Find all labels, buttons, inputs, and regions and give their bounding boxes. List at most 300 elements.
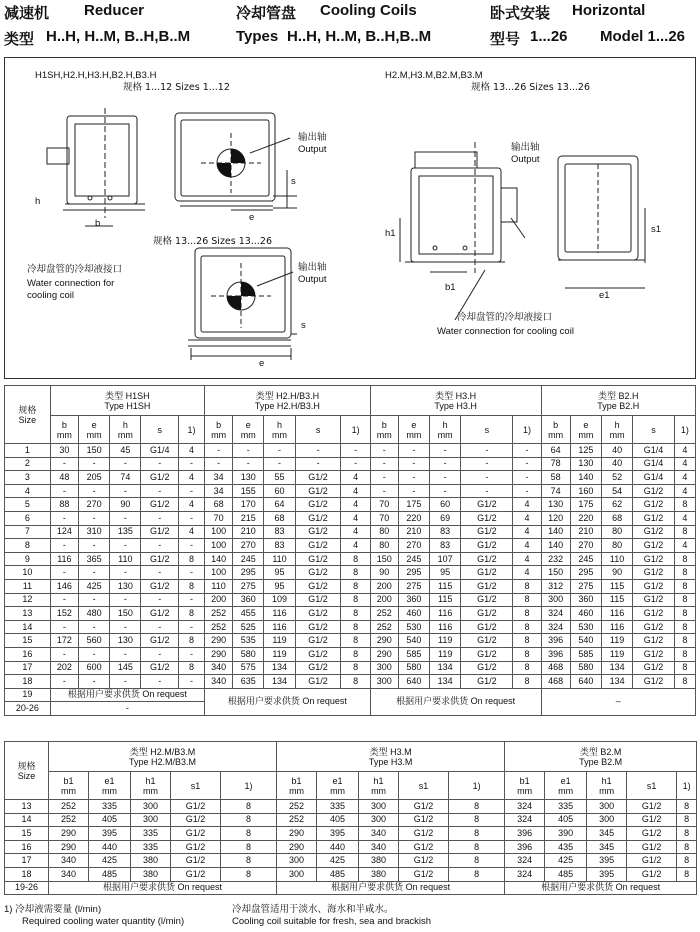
table-cell: - xyxy=(370,471,398,485)
size-cell: 8 xyxy=(5,539,51,553)
table-cell: 8 xyxy=(677,827,697,841)
dim-h1-label: h1 xyxy=(385,228,396,239)
left-sizes2-label: 规格 13...26 Sizes 13...26 xyxy=(153,236,272,247)
table-cell: 4 xyxy=(513,525,541,539)
col-header-h xyxy=(264,416,295,444)
table-cell: 140 xyxy=(541,539,570,553)
table-cell: - xyxy=(513,457,541,471)
table-cell: - xyxy=(141,620,179,634)
size-cell: 5 xyxy=(5,498,51,512)
table-cell: G1/4 xyxy=(633,444,675,458)
size-header-cn: 规格 xyxy=(18,404,37,415)
table-cell: 74 xyxy=(541,484,570,498)
table-cell: 175 xyxy=(570,498,601,512)
table-cell: 52 xyxy=(601,471,632,485)
table-cell: 300 xyxy=(277,854,317,868)
right-output-cn: 输出轴 xyxy=(511,142,540,153)
col-header-unit: mm xyxy=(376,429,392,440)
table-cell: - xyxy=(205,444,233,458)
col-header-label: h xyxy=(277,419,283,430)
drawing-panel xyxy=(4,57,696,379)
table-cell: 107 xyxy=(430,552,461,566)
size-header-2 xyxy=(5,742,49,800)
table-cell: 360 xyxy=(233,593,264,607)
table-cell: 80 xyxy=(601,539,632,553)
col-header-label: s xyxy=(651,424,656,435)
table-cell: 64 xyxy=(541,444,570,458)
table-cell: - xyxy=(370,444,398,458)
header-types-right: H..H, H..M, B..H,B..M xyxy=(287,28,432,45)
group-b2m-cn: 类型 B2.M xyxy=(579,746,622,757)
col-header-unit: mm xyxy=(240,429,256,440)
size-cell: 14 xyxy=(5,620,51,634)
table-cell: 8 xyxy=(513,620,541,634)
table-cell: 140 xyxy=(541,525,570,539)
col-header-e xyxy=(233,416,264,444)
table-cell: 90 xyxy=(110,498,141,512)
table-cell: - xyxy=(178,647,204,661)
table-cell: 525 xyxy=(233,620,264,634)
table-cell: G1/2 xyxy=(141,471,179,485)
table-cell: G1/2 xyxy=(141,634,179,648)
table-cell: 290 xyxy=(370,647,398,661)
col-header-1 xyxy=(513,416,541,444)
table-cell: 4 xyxy=(674,511,695,525)
table-cell: 300 xyxy=(359,813,399,827)
table-cell: - xyxy=(110,566,141,580)
table-cell: 134 xyxy=(264,661,295,675)
col-header-unit: mm xyxy=(517,785,533,796)
table-cell: 4 xyxy=(341,498,370,512)
size-cell: 10 xyxy=(5,566,51,580)
col-header-e1 xyxy=(89,772,131,800)
table-row xyxy=(5,634,696,648)
table-cell: 4 xyxy=(178,498,204,512)
table-cell: 8 xyxy=(341,593,370,607)
table-cell: G1/2 xyxy=(627,813,677,827)
table-cell: 130 xyxy=(541,498,570,512)
on-request-cell: 根据用户要求供货 On request xyxy=(505,881,697,895)
table-cell: 210 xyxy=(570,525,601,539)
col-header-1 xyxy=(221,772,277,800)
table-cell: 116 xyxy=(264,620,295,634)
table-cell: 530 xyxy=(570,620,601,634)
size-cell: 7 xyxy=(5,525,51,539)
table-cell: 380 xyxy=(131,854,171,868)
table-cell: 360 xyxy=(570,593,601,607)
table-cell: G1/2 xyxy=(633,675,675,689)
table-cell: G1/2 xyxy=(633,511,675,525)
table-cell: - xyxy=(141,675,179,689)
table-cell: 365 xyxy=(78,552,109,566)
table-cell: G1/4 xyxy=(633,471,675,485)
col-header-label: h1 xyxy=(601,775,612,786)
table-row xyxy=(5,525,696,539)
table-cell: 4 xyxy=(674,457,695,471)
table-cell: 252 xyxy=(205,607,233,621)
table-row xyxy=(5,566,696,580)
table-cell: 232 xyxy=(541,552,570,566)
table-cell: 110 xyxy=(205,579,233,593)
col-header-h xyxy=(601,416,632,444)
table-cell: - xyxy=(141,539,179,553)
col-header-s xyxy=(295,416,341,444)
table-cell: 200 xyxy=(370,579,398,593)
table-cell: - xyxy=(141,484,179,498)
table-cell: 8 xyxy=(178,661,204,675)
table-cell: 270 xyxy=(570,539,601,553)
table-cell: - xyxy=(50,620,78,634)
col-header-e1 xyxy=(545,772,587,800)
table-cell: 116 xyxy=(430,607,461,621)
table-cell: 4 xyxy=(674,484,695,498)
table-cell: 83 xyxy=(430,525,461,539)
table-cell: 345 xyxy=(587,827,627,841)
table-cell: 345 xyxy=(587,840,627,854)
size-cell: 2 xyxy=(5,457,51,471)
col-header-unit: mm xyxy=(56,429,72,440)
table-cell: 275 xyxy=(233,579,264,593)
size-cell: 15 xyxy=(5,827,49,841)
table-cell: 220 xyxy=(570,511,601,525)
table-cell: G1/2 xyxy=(461,607,513,621)
table-cell: 600 xyxy=(78,661,109,675)
table-cell: - xyxy=(341,457,370,471)
table-cell: - xyxy=(110,457,141,471)
table-row xyxy=(5,840,697,854)
table-cell: 119 xyxy=(601,647,632,661)
group-b2m-en: Type B2.M xyxy=(579,756,623,767)
table-cell: 8 xyxy=(178,607,204,621)
col-header-s xyxy=(141,416,179,444)
table-cell: 8 xyxy=(674,593,695,607)
table-cell: 8 xyxy=(677,867,697,881)
table-cell: 300 xyxy=(370,675,398,689)
size-cell: 15 xyxy=(5,634,51,648)
table-cell: 535 xyxy=(233,634,264,648)
table-cell: - xyxy=(178,620,204,634)
table-cell: 8 xyxy=(449,854,505,868)
table-cell: 68 xyxy=(205,498,233,512)
header-en-cooling: Cooling Coils xyxy=(320,2,417,19)
table-cell: 324 xyxy=(505,867,545,881)
table-cell: 140 xyxy=(570,471,601,485)
col-header-b xyxy=(370,416,398,444)
table-cell: 290 xyxy=(49,840,89,854)
table-cell: 8 xyxy=(674,607,695,621)
water-label-en-2: cooling coil xyxy=(27,290,74,301)
table-cell: 405 xyxy=(89,813,131,827)
table-cell: 270 xyxy=(78,498,109,512)
table-cell: 335 xyxy=(131,840,171,854)
table-cell: G1/2 xyxy=(295,620,341,634)
table-cell: 380 xyxy=(359,867,399,881)
page-header xyxy=(0,0,700,55)
table-cell: 205 xyxy=(78,471,109,485)
table-cell: 8 xyxy=(677,854,697,868)
table-cell: 8 xyxy=(677,800,697,814)
table-cell: 380 xyxy=(131,867,171,881)
table-cell: 90 xyxy=(601,566,632,580)
table-cell: 468 xyxy=(541,661,570,675)
on-request-cell: 根据用户要求供货 On request xyxy=(50,688,204,702)
table-cell: G1/2 xyxy=(295,566,341,580)
size-header-2-en: Size xyxy=(17,770,36,781)
table-cell: G1/2 xyxy=(633,593,675,607)
table-row xyxy=(5,661,696,675)
col-header-label: b1 xyxy=(291,775,302,786)
table-cell: 300 xyxy=(587,813,627,827)
col-header-b xyxy=(205,416,233,444)
table-cell: 95 xyxy=(430,566,461,580)
table-cell: G1/2 xyxy=(171,867,221,881)
col-header-b1 xyxy=(505,772,545,800)
table-cell: 252 xyxy=(205,620,233,634)
table-cell: 145 xyxy=(110,661,141,675)
table-cell: 425 xyxy=(78,579,109,593)
col-header-label: e1 xyxy=(104,775,115,786)
table-cell: - xyxy=(461,471,513,485)
table-cell: 635 xyxy=(233,675,264,689)
col-header-label: e xyxy=(411,419,417,430)
table-cell: 8 xyxy=(674,579,695,593)
table-cell: - xyxy=(141,593,179,607)
table-cell: - xyxy=(78,566,109,580)
table-cell: 312 xyxy=(541,579,570,593)
table-cell: 360 xyxy=(398,593,429,607)
col-header-label: 1) xyxy=(187,424,196,435)
table-cell: 68 xyxy=(601,511,632,525)
table-cell: - xyxy=(78,647,109,661)
table-cell: 4 xyxy=(341,525,370,539)
col-header-s1 xyxy=(627,772,677,800)
table-cell: - xyxy=(110,675,141,689)
table-cell: - xyxy=(430,457,461,471)
table-row xyxy=(5,854,697,868)
table-cell: - xyxy=(178,457,204,471)
table-cell: 390 xyxy=(545,827,587,841)
table-cell: 275 xyxy=(398,579,429,593)
table-cell: 8 xyxy=(513,579,541,593)
table-cell: 80 xyxy=(370,525,398,539)
table-cell: 146 xyxy=(50,579,78,593)
group-h1sh-cn: 类型 H1SH xyxy=(105,390,150,401)
table-cell: 202 xyxy=(50,661,78,675)
table-cell: 8 xyxy=(513,634,541,648)
table-cell: 4 xyxy=(513,539,541,553)
table-cell: G1/2 xyxy=(633,634,675,648)
table-cell: 245 xyxy=(233,552,264,566)
table-cell: G1/2 xyxy=(295,552,341,566)
table-cell: G1/2 xyxy=(633,647,675,661)
header-model-range: 1...26 xyxy=(530,28,568,45)
table-cell: 8 xyxy=(221,840,277,854)
table-cell: 324 xyxy=(541,607,570,621)
table-cell: - xyxy=(141,647,179,661)
group-h2h-cn: 类型 H2.H/B3.H xyxy=(255,390,320,401)
table-cell: G1/2 xyxy=(633,661,675,675)
col-header-label: e1 xyxy=(332,775,343,786)
col-header-1 xyxy=(178,416,204,444)
col-header-unit: mm xyxy=(117,429,133,440)
table-cell: 530 xyxy=(398,620,429,634)
col-header-label: e1 xyxy=(560,775,571,786)
table-row xyxy=(5,881,697,895)
table-cell: G1/2 xyxy=(461,511,513,525)
dimensions-table-h xyxy=(4,385,696,716)
on-request-cell: – xyxy=(541,688,695,715)
table-cell: 119 xyxy=(430,634,461,648)
table-cell: - xyxy=(50,539,78,553)
table-cell: G1/4 xyxy=(633,457,675,471)
table-cell: G1/2 xyxy=(295,661,341,675)
table-cell: G1/2 xyxy=(627,800,677,814)
table-cell: 95 xyxy=(264,566,295,580)
table-cell: 215 xyxy=(233,511,264,525)
table-cell: 290 xyxy=(277,840,317,854)
table-cell: 425 xyxy=(317,854,359,868)
table-cell: 580 xyxy=(570,661,601,675)
table-cell: G1/2 xyxy=(295,525,341,539)
header-types-label: Types xyxy=(236,28,279,45)
table-cell: 8 xyxy=(674,566,695,580)
table-cell: - xyxy=(233,457,264,471)
table-cell: - xyxy=(50,647,78,661)
size-cell: 19-26 xyxy=(5,881,49,895)
table-cell: 396 xyxy=(505,840,545,854)
header-cn-reducer: 减速机 xyxy=(4,5,50,22)
size-cell: 12 xyxy=(5,593,51,607)
table-cell: G1/2 xyxy=(141,498,179,512)
group-h1sh-header xyxy=(50,386,204,416)
table-cell: 300 xyxy=(131,813,171,827)
table-cell: - xyxy=(50,675,78,689)
table-cell: 8 xyxy=(178,552,204,566)
table-cell: 4 xyxy=(341,539,370,553)
col-header-label: h1 xyxy=(145,775,156,786)
table-cell: 4 xyxy=(178,444,204,458)
table-cell: 425 xyxy=(545,854,587,868)
table-cell: G1/2 xyxy=(171,840,221,854)
group-h3h-cn: 类型 H3.H xyxy=(435,390,477,401)
size-cell: 20-26 xyxy=(5,702,51,716)
table-cell: 252 xyxy=(277,813,317,827)
output-label-cn-2: 输出轴 xyxy=(298,262,327,273)
col-header-b1 xyxy=(277,772,317,800)
table-row xyxy=(5,647,696,661)
table-cell: 134 xyxy=(601,661,632,675)
table-row xyxy=(5,593,696,607)
table-cell: 200 xyxy=(370,593,398,607)
table-cell: 395 xyxy=(587,867,627,881)
table-cell: 395 xyxy=(587,854,627,868)
table-cell: 34 xyxy=(205,484,233,498)
table-cell: G1/2 xyxy=(461,647,513,661)
size-cell: 6 xyxy=(5,511,51,525)
footnote-1-en: Required cooling water quantity (l/min) xyxy=(22,916,185,927)
group-h3m-en: Type H3.M xyxy=(368,756,413,767)
on-request-cell: 根据用户要求供货 On request xyxy=(277,881,505,895)
table-cell: 252 xyxy=(277,800,317,814)
table-cell: 440 xyxy=(317,840,359,854)
reducer-side-view-large xyxy=(400,142,525,320)
size-cell: 9 xyxy=(5,552,51,566)
table-cell: 8 xyxy=(674,525,695,539)
size-cell: 18 xyxy=(5,675,51,689)
table-cell: G1/2 xyxy=(141,552,179,566)
table-cell: 575 xyxy=(233,661,264,675)
table-cell: 119 xyxy=(264,647,295,661)
table-cell: 150 xyxy=(541,566,570,580)
group-h2h-header xyxy=(205,386,371,416)
table-cell: 8 xyxy=(449,840,505,854)
technical-drawings xyxy=(5,58,697,380)
table-cell: 252 xyxy=(370,620,398,634)
table-cell: 295 xyxy=(233,566,264,580)
table-cell: 395 xyxy=(317,827,359,841)
col-header-label: 1) xyxy=(680,424,689,435)
size-cell: 3 xyxy=(5,471,51,485)
table-cell: 585 xyxy=(398,647,429,661)
group-h3m-cn: 类型 H3.M xyxy=(369,746,412,757)
col-header-e xyxy=(570,416,601,444)
table-cell: G1/2 xyxy=(141,579,179,593)
table-cell: 8 xyxy=(674,620,695,634)
size-cell: 13 xyxy=(5,607,51,621)
table-cell: 88 xyxy=(50,498,78,512)
table-cell: - xyxy=(178,593,204,607)
table-cell: 48 xyxy=(50,471,78,485)
table-cell: 60 xyxy=(264,484,295,498)
on-request-cell: 根据用户要求供货 On request xyxy=(205,688,371,715)
table-cell: 340 xyxy=(359,827,399,841)
table-cell: - xyxy=(295,457,341,471)
table-cell: 8 xyxy=(513,675,541,689)
table-cell: 4 xyxy=(513,566,541,580)
table-cell: 110 xyxy=(110,552,141,566)
table-cell: 8 xyxy=(221,867,277,881)
header-model: Model 1...26 xyxy=(600,28,686,45)
table-cell: 8 xyxy=(674,498,695,512)
table-cell: 116 xyxy=(601,607,632,621)
table-cell: 8 xyxy=(178,634,204,648)
table-cell: 440 xyxy=(89,840,131,854)
table-cell: G1/2 xyxy=(633,498,675,512)
table-cell: 340 xyxy=(205,661,233,675)
left-sizes-label: 规格 1...12 Sizes 1...12 xyxy=(123,82,230,93)
table-cell: 140 xyxy=(205,552,233,566)
table-cell: 4 xyxy=(674,471,695,485)
table-cell: 300 xyxy=(131,800,171,814)
table-cell: 580 xyxy=(398,661,429,675)
dim-b-label: b xyxy=(95,218,101,229)
table-cell: 134 xyxy=(430,661,461,675)
table-cell: 175 xyxy=(398,498,429,512)
table-row xyxy=(5,471,696,485)
on-request-cell: 根据用户要求供货 On request xyxy=(370,688,541,715)
table-cell: 8 xyxy=(677,813,697,827)
table-cell: G1/2 xyxy=(633,620,675,634)
table-cell: - xyxy=(110,620,141,634)
table-cell: - xyxy=(370,457,398,471)
table-cell: 460 xyxy=(398,607,429,621)
table-cell: 485 xyxy=(545,867,587,881)
table-cell: 64 xyxy=(264,498,295,512)
table-cell: G1/2 xyxy=(633,607,675,621)
table-cell: 380 xyxy=(359,854,399,868)
group-b2m-header xyxy=(505,742,697,772)
size-cell: 16 xyxy=(5,647,51,661)
